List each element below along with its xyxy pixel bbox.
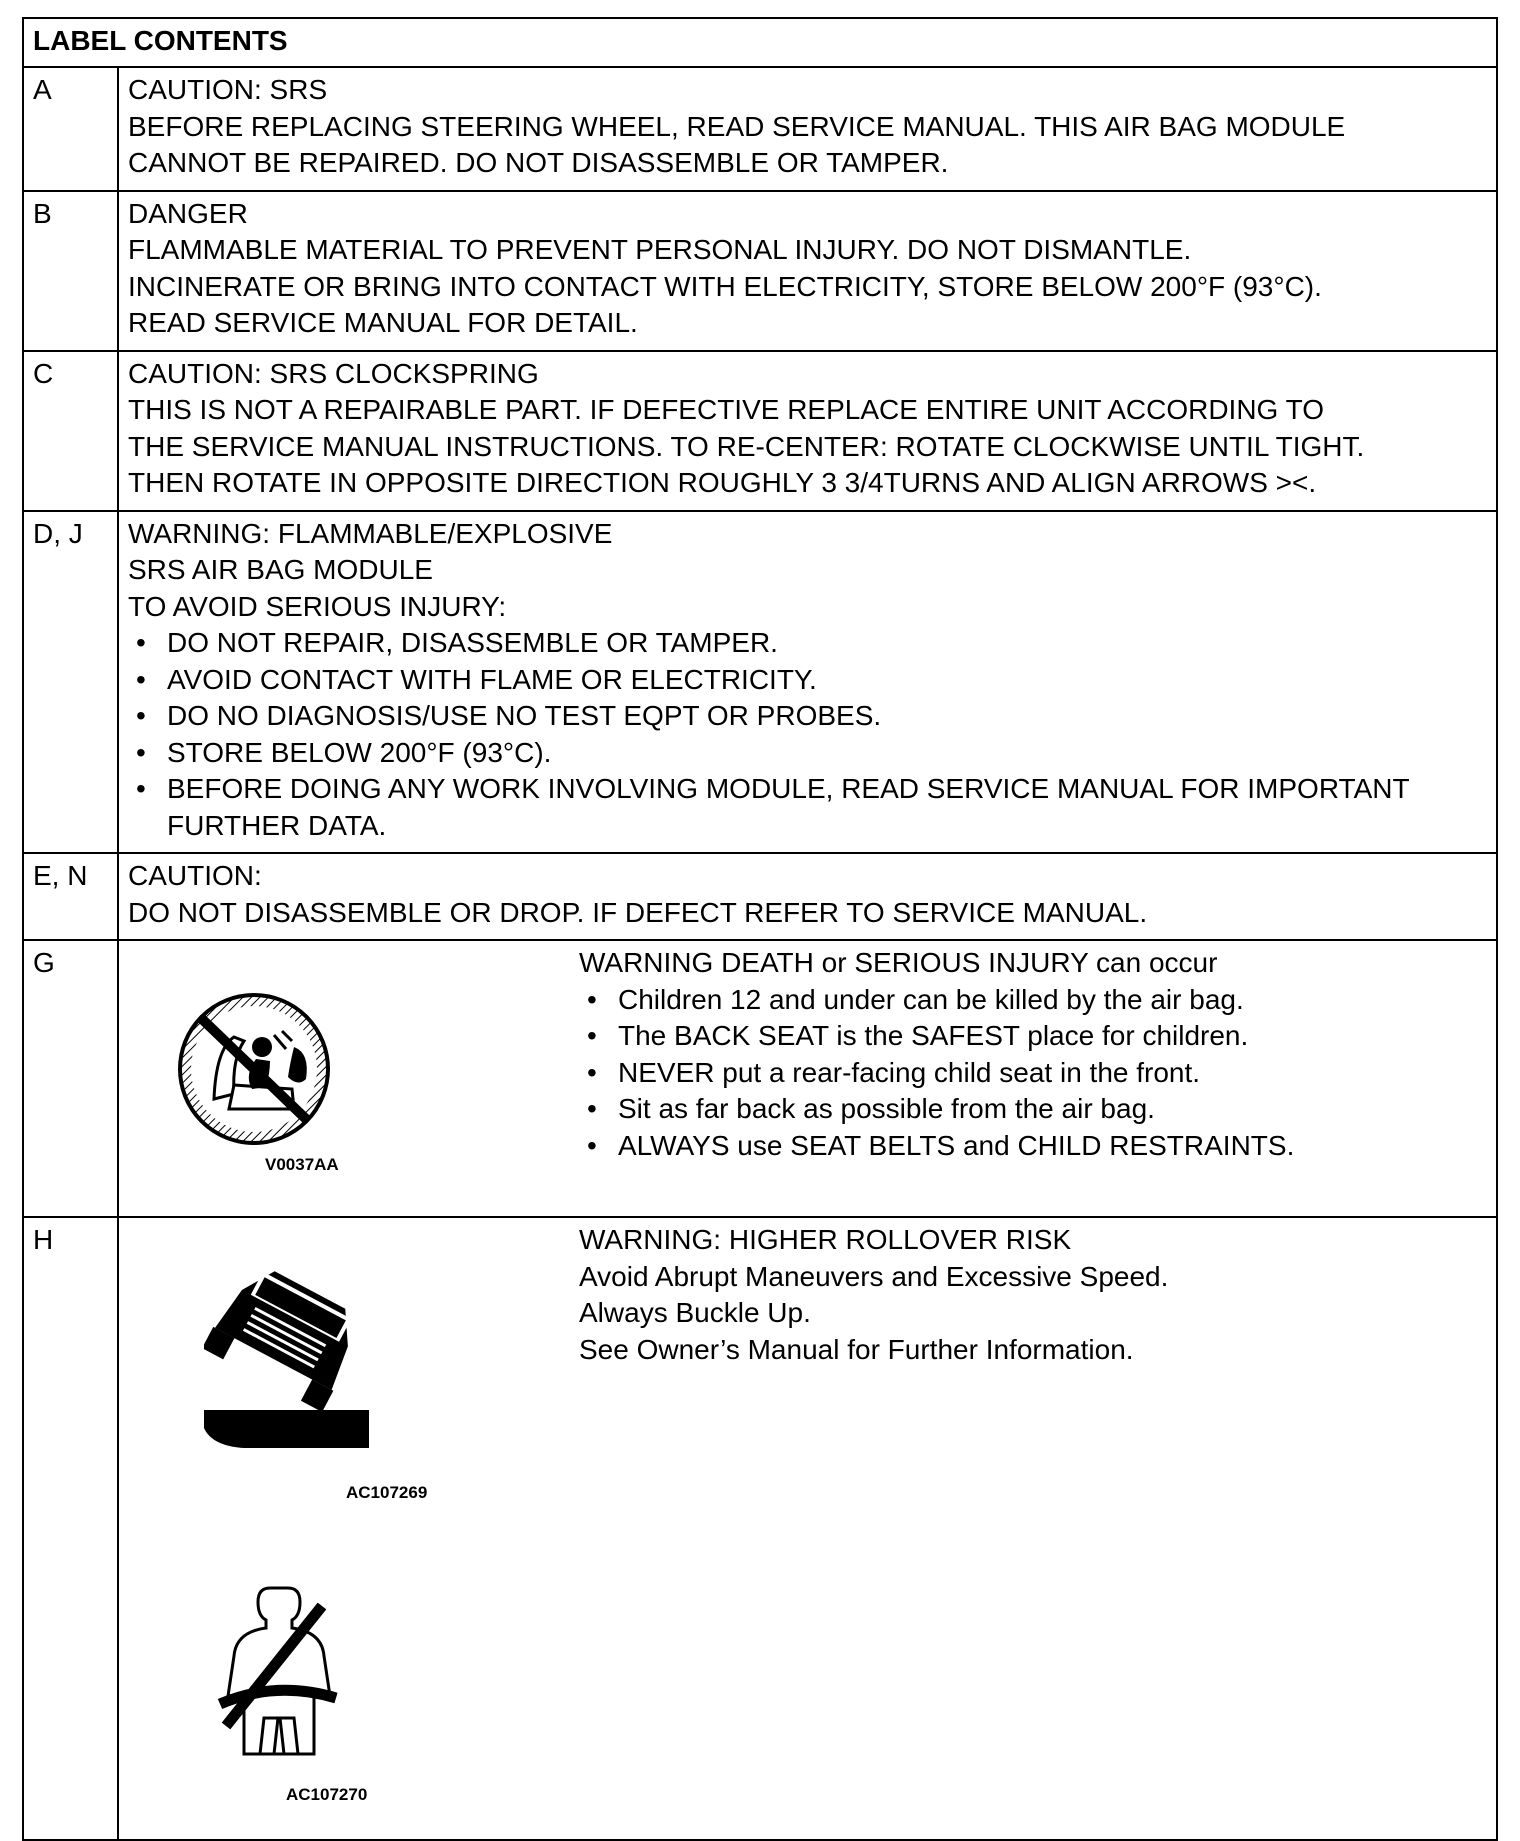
text-line: CAUTION: SRS CLOCKSPRING: [128, 357, 539, 389]
label-content: [118, 1217, 1497, 1840]
text-line: THEN ROTATE IN OPPOSITE DIRECTION ROUGHLY 3 3/4TURNS AND ALIGN ARROWS ><.: [128, 467, 1317, 498]
table-row: [23, 940, 1497, 1217]
text-line: WARNING: HIGHER ROLLOVER RISK: [579, 1224, 1072, 1255]
table-title: LABEL CONTENTS: [33, 25, 288, 56]
table-header: [23, 18, 1497, 67]
image-caption: AC107269: [346, 1483, 428, 1502]
label-content: [118, 940, 1497, 1217]
label-id: D, J: [23, 511, 118, 854]
table-row: [23, 853, 1497, 940]
label-text: [118, 191, 1497, 351]
text-line: THIS IS NOT A REPAIRABLE PART. IF DEFECTIVE REPLACE ENTIRE UNIT ACCORDING TO: [128, 394, 1324, 425]
table-row: [23, 511, 1497, 854]
table-header-row: [23, 18, 1497, 67]
label-contents-table: [22, 17, 1498, 1841]
list-item: • ALWAYS use SEAT BELTS and CHILD RESTRAINTS.: [579, 1128, 1294, 1165]
text-line: Avoid Abrupt Maneuvers and Excessive Speed.: [579, 1260, 1169, 1292]
label-text: [579, 1222, 1168, 1368]
list-item: • DO NO DIAGNOSIS/USE NO TEST EQPT OR PROBES.: [128, 698, 1496, 735]
table-row: [23, 67, 1497, 191]
text-line: DO NOT DISASSEMBLE OR DROP. IF DEFECT REFER TO SERVICE MANUAL.: [128, 896, 1148, 928]
text-line: CANNOT BE REPAIRED. DO NOT DISASSEMBLE OR TAMPER.: [128, 147, 949, 178]
label-text: [118, 67, 1497, 191]
text-line: CAUTION:: [128, 860, 262, 891]
table-row: [23, 351, 1497, 511]
list-item: • Children 12 and under can be killed by the air bag.: [579, 982, 1294, 1019]
list-item: • Sit as far back as possible from the air bag.: [579, 1091, 1294, 1128]
text-line: BEFORE REPLACING STEERING WHEEL, READ SERVICE MANUAL. THIS AIR BAG MODULE: [128, 110, 1346, 142]
text-line: DANGER: [128, 197, 248, 229]
no-child-seat-icon: [174, 989, 334, 1149]
text-line: WARNING DEATH or SERIOUS INJURY can occur: [579, 947, 1218, 978]
label-text: [118, 853, 1497, 940]
text-line: THE SERVICE MANUAL INSTRUCTIONS. TO RE-CENTER: ROTATE CLOCKWISE UNTIL TIGHT.: [128, 430, 1365, 462]
list-item: • AVOID CONTACT WITH FLAME OR ELECTRICITY.: [128, 662, 1496, 699]
list-item: • NEVER put a rear-facing child seat in the front.: [579, 1055, 1294, 1092]
list-item: • DO NOT REPAIR, DISASSEMBLE OR TAMPER.: [128, 625, 1496, 662]
image-caption: V0037AA: [265, 1155, 339, 1174]
label-id: C: [23, 351, 118, 511]
label-id: A: [23, 67, 118, 191]
text-line: READ SERVICE MANUAL FOR DETAIL.: [128, 307, 638, 338]
bullet-list: [128, 625, 1496, 844]
list-item: • BEFORE DOING ANY WORK INVOLVING MODULE, READ SERVICE MANUAL FOR IMPORTANT FURTHER DATA.: [128, 771, 1437, 844]
text-line: TO AVOID SERIOUS INJURY:: [128, 590, 507, 622]
text-line: INCINERATE OR BRING INTO CONTACT WITH ELECTRICITY, STORE BELOW 200°F (93°C).: [128, 270, 1322, 302]
label-text: [118, 511, 1497, 854]
text-line: CAUTION: SRS: [128, 74, 328, 105]
list-item: • STORE BELOW 200°F (93°C).: [128, 735, 1496, 772]
table-row: [23, 191, 1497, 351]
text-line: Always Buckle Up.: [579, 1297, 811, 1328]
image-caption: AC107270: [286, 1785, 368, 1804]
rollover-icon: [204, 1268, 374, 1448]
text-line: SRS AIR BAG MODULE: [128, 554, 433, 585]
text-line: WARNING: FLAMMABLE/EXPLOSIVE: [128, 517, 613, 549]
seat-belt-icon: [214, 1586, 344, 1756]
text-line: FLAMMABLE MATERIAL TO PREVENT PERSONAL INJURY. DO NOT DISMANTLE.: [128, 234, 1192, 265]
bullet-list: [579, 982, 1294, 1165]
list-item: • The BACK SEAT is the SAFEST place for children.: [579, 1018, 1294, 1055]
label-id: B: [23, 191, 118, 351]
label-text: [118, 351, 1497, 511]
label-id: E, N: [23, 853, 118, 940]
text-line: See Owner’s Manual for Further Information.: [579, 1333, 1134, 1365]
label-text: [579, 945, 1294, 1164]
table-row: [23, 1217, 1497, 1840]
label-id: G: [23, 940, 118, 1217]
label-id: H: [23, 1217, 118, 1840]
